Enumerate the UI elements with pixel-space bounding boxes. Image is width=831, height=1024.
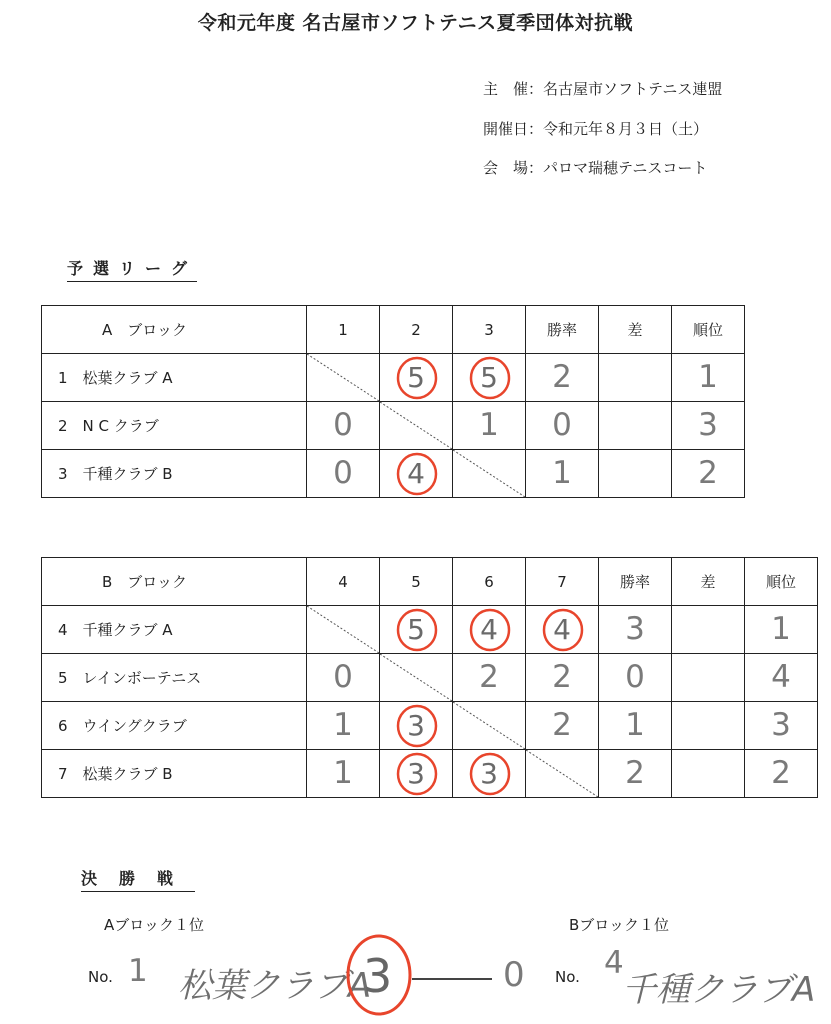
diff-cell: [599, 402, 672, 450]
score-cell: [453, 750, 526, 798]
score-cell: 0: [307, 450, 380, 498]
rank-cell: 2: [745, 750, 818, 798]
team-name: 5 レインボーテニス: [42, 654, 307, 702]
team-name: 7 松葉クラブ B: [42, 750, 307, 798]
b-block-first-label: Bブロック１位: [569, 916, 669, 934]
block-a-header-col1: 1: [307, 306, 380, 354]
winrate-cell: 1: [599, 702, 672, 750]
final-left-score: 3: [363, 949, 393, 1003]
team-name: 3 千種クラブ B: [42, 450, 307, 498]
final-right-score: 0: [503, 955, 525, 995]
block-b-header-diff: 差: [672, 558, 745, 606]
block-b-header-col4: 4: [307, 558, 380, 606]
circled-score: 4: [553, 616, 571, 644]
team-name: 4 千種クラブ A: [42, 606, 307, 654]
diagonal-cell: [453, 450, 526, 498]
block-b-header-col7: 7: [526, 558, 599, 606]
score-cell: [380, 750, 453, 798]
diagonal-cell: [307, 354, 380, 402]
block-a-header-winrate: 勝率: [526, 306, 599, 354]
diagonal-cell: [307, 606, 380, 654]
score-cell: 0: [307, 402, 380, 450]
circled-score: 3: [480, 760, 498, 788]
winrate-cell: 1: [526, 450, 599, 498]
block-b-header-row: [42, 558, 818, 606]
winrate-cell: 3: [599, 606, 672, 654]
block-a-header-name: A ブロック: [42, 306, 307, 354]
score-cell: [380, 606, 453, 654]
right-no-value: 4: [604, 945, 624, 981]
organizer-label: 主 催: [483, 80, 529, 98]
score-cell: [380, 354, 453, 402]
diff-cell: [672, 606, 745, 654]
block-b-table: [41, 557, 818, 798]
rank-cell: 4: [745, 654, 818, 702]
diff-cell: [672, 702, 745, 750]
venue-value: パロマ瑞穂テニスコート: [543, 159, 708, 177]
table-row: [42, 702, 818, 750]
table-row: [42, 354, 745, 402]
block-a-table: [41, 305, 745, 498]
date-value: 令和元年８月３日（土）: [543, 120, 709, 138]
block-b-header-col5: 5: [380, 558, 453, 606]
diagonal-cell: [453, 702, 526, 750]
winrate-cell: 0: [526, 402, 599, 450]
block-a-header-row: [42, 306, 745, 354]
score-cell: 0: [307, 654, 380, 702]
diff-cell: [599, 354, 672, 402]
block-a-header-rank: 順位: [672, 306, 745, 354]
circled-score: 5: [480, 364, 498, 392]
table-row: [42, 654, 818, 702]
rank-cell: 1: [672, 354, 745, 402]
diagonal-cell: [380, 402, 453, 450]
score-cell: [453, 606, 526, 654]
final-heading: 決勝戦: [81, 866, 195, 892]
rank-cell: 1: [745, 606, 818, 654]
team-name: 2 N C クラブ: [42, 402, 307, 450]
rank-cell: 3: [745, 702, 818, 750]
block-a-header-col3: 3: [453, 306, 526, 354]
score-cell: 1: [307, 702, 380, 750]
document-title: 令和元年度 名古屋市ソフトテニス夏季団体対抗戦: [197, 12, 634, 34]
a-block-first-label: Aブロック１位: [104, 916, 204, 934]
diff-cell: [599, 450, 672, 498]
diagonal-cell: [526, 750, 599, 798]
score-dash: [412, 978, 492, 980]
score-cell: [380, 450, 453, 498]
score-cell: 1: [307, 750, 380, 798]
winrate-cell: 2: [599, 750, 672, 798]
left-no-value: 1: [128, 953, 148, 989]
circled-score: 5: [407, 616, 425, 644]
circled-score: 5: [407, 364, 425, 392]
diff-cell: [672, 654, 745, 702]
score-cell: 1: [453, 402, 526, 450]
rank-cell: 2: [672, 450, 745, 498]
score-cell: [380, 702, 453, 750]
venue-label: 会 場: [483, 159, 529, 177]
block-b-header-name: B ブロック: [42, 558, 307, 606]
score-cell: 2: [453, 654, 526, 702]
score-cell: [526, 606, 599, 654]
block-a-header-diff: 差: [599, 306, 672, 354]
right-team-handwritten: 千種クラブA: [622, 970, 816, 1010]
circled-score: 4: [407, 460, 425, 488]
score-cell: [453, 354, 526, 402]
winrate-cell: 0: [599, 654, 672, 702]
score-cell: 2: [526, 654, 599, 702]
right-no-label: No.: [555, 968, 580, 986]
organizer-value: 名古屋市ソフトテニス連盟: [543, 80, 723, 98]
winrate-cell: 2: [526, 354, 599, 402]
block-b-header-winrate: 勝率: [599, 558, 672, 606]
block-a-header-col2: 2: [380, 306, 453, 354]
diagonal-cell: [380, 654, 453, 702]
score-cell: 2: [526, 702, 599, 750]
block-b-header-rank: 順位: [745, 558, 818, 606]
table-row: [42, 750, 818, 798]
team-name: 6 ウイングクラブ: [42, 702, 307, 750]
circled-score: 4: [480, 616, 498, 644]
date-label: 開催日: [483, 120, 529, 138]
left-team-handwritten: 松葉クラブA: [178, 966, 372, 1006]
team-name: 1 松葉クラブ A: [42, 354, 307, 402]
table-row: [42, 402, 745, 450]
circled-score: 3: [407, 760, 425, 788]
table-row: [42, 606, 818, 654]
table-row: [42, 450, 745, 498]
rank-cell: 3: [672, 402, 745, 450]
organizer-line: 主 催：名古屋市ソフトテニス連盟: [483, 80, 723, 98]
diff-cell: [672, 750, 745, 798]
left-no-label: No.: [88, 968, 113, 986]
league-heading: 予選リーグ: [67, 256, 197, 282]
date-line: 開催日：令和元年８月３日（土）: [483, 120, 709, 138]
block-b-header-col6: 6: [453, 558, 526, 606]
circled-score: 3: [407, 712, 425, 740]
venue-line: 会 場：パロマ瑞穂テニスコート: [483, 159, 708, 177]
